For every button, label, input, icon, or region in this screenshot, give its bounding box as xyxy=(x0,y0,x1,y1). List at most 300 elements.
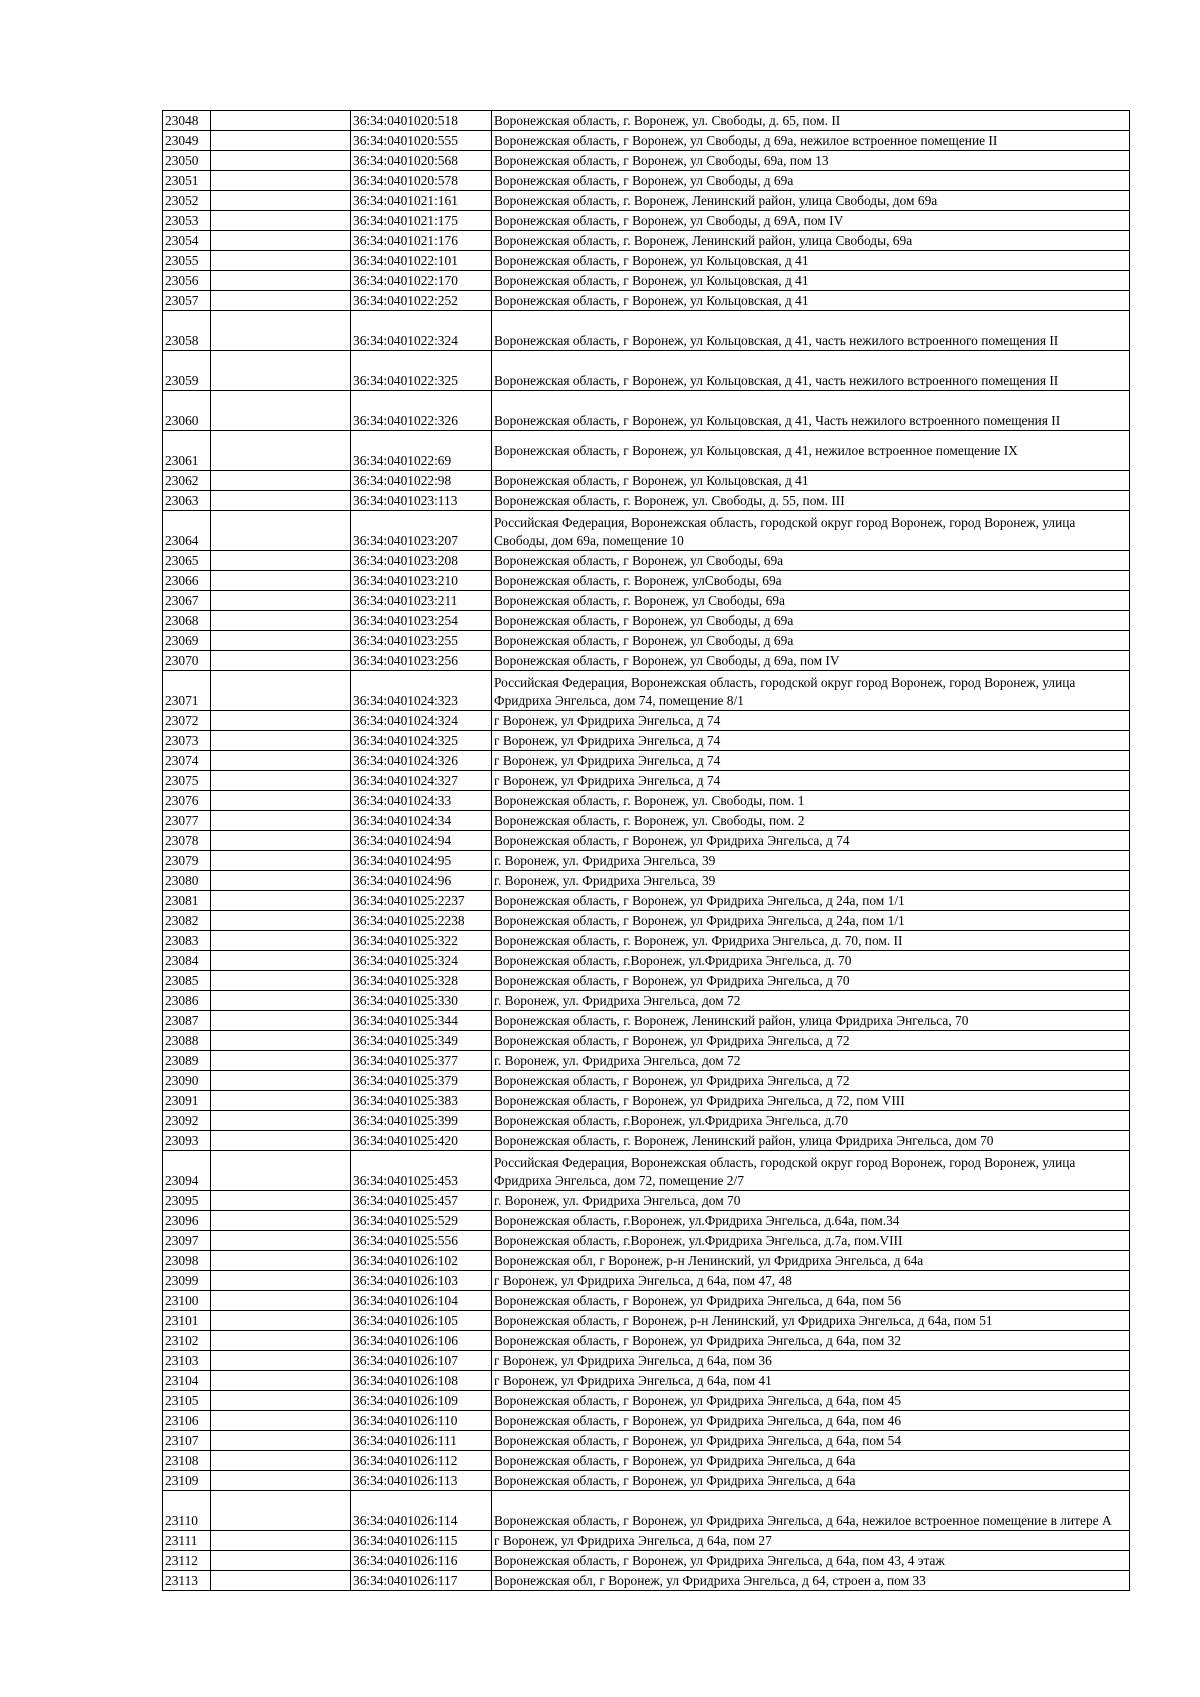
row-number-cell: 23048 xyxy=(163,111,211,131)
row-number-cell: 23069 xyxy=(163,631,211,651)
cadastral-number-cell: 36:34:0401021:175 xyxy=(351,211,492,231)
address-cell: г Воронеж, ул Фридриха Энгельса, д 64а, пом 47, 48 xyxy=(492,1271,1130,1291)
row-number-cell: 23062 xyxy=(163,471,211,491)
address-cell: г Воронеж, ул Фридриха Энгельса, д 74 xyxy=(492,731,1130,751)
table-row xyxy=(163,1131,1130,1151)
table-row xyxy=(163,471,1130,491)
cadastral-number-cell: 36:34:0401023:256 xyxy=(351,651,492,671)
table-row xyxy=(163,951,1130,971)
row-number-cell: 23081 xyxy=(163,891,211,911)
table-row xyxy=(163,551,1130,571)
cadastral-number-cell: 36:34:0401026:102 xyxy=(351,1251,492,1271)
table-row xyxy=(163,1391,1130,1411)
row-number-cell: 23103 xyxy=(163,1351,211,1371)
cadastral-number-cell: 36:34:0401022:326 xyxy=(351,391,492,431)
cadastral-number-cell: 36:34:0401022:252 xyxy=(351,291,492,311)
cadastral-number-cell: 36:34:0401026:108 xyxy=(351,1371,492,1391)
address-cell: г. Воронеж, ул. Фридриха Энгельса, 39 xyxy=(492,851,1130,871)
address-cell: Воронежская область, г Воронеж, ул Фридриха Энгельса, д 64а, пом 32 xyxy=(492,1331,1130,1351)
empty-cell xyxy=(211,791,351,811)
cadastral-number-cell: 36:34:0401025:420 xyxy=(351,1131,492,1151)
cadastral-number-cell: 36:34:0401022:324 xyxy=(351,311,492,351)
cadastral-number-cell: 36:34:0401025:399 xyxy=(351,1111,492,1131)
row-number-cell: 23078 xyxy=(163,831,211,851)
empty-cell xyxy=(211,1251,351,1271)
table-row xyxy=(163,1071,1130,1091)
table-row xyxy=(163,671,1130,711)
empty-cell xyxy=(211,171,351,191)
empty-cell xyxy=(211,1371,351,1391)
empty-cell xyxy=(211,1311,351,1331)
empty-cell xyxy=(211,831,351,851)
empty-cell xyxy=(211,551,351,571)
empty-cell xyxy=(211,231,351,251)
table-row xyxy=(163,1491,1130,1531)
row-number-cell: 23110 xyxy=(163,1491,211,1531)
row-number-cell: 23075 xyxy=(163,771,211,791)
row-number-cell: 23077 xyxy=(163,811,211,831)
row-number-cell: 23106 xyxy=(163,1411,211,1431)
row-number-cell: 23053 xyxy=(163,211,211,231)
empty-cell xyxy=(211,751,351,771)
empty-cell xyxy=(211,1351,351,1371)
empty-cell xyxy=(211,131,351,151)
empty-cell xyxy=(211,771,351,791)
address-cell: Воронежская обл, г Воронеж, ул Фридриха Энгельса, д 64, строен а, пом 33 xyxy=(492,1571,1130,1591)
row-number-cell: 23096 xyxy=(163,1211,211,1231)
address-cell: Воронежская область, г. Воронеж, Ленинский район, улица Фридриха Энгельса, 70 xyxy=(492,1011,1130,1031)
cadastral-number-cell: 36:34:0401026:110 xyxy=(351,1411,492,1431)
row-number-cell: 23088 xyxy=(163,1031,211,1051)
table-row xyxy=(163,711,1130,731)
cadastral-number-cell: 36:34:0401026:113 xyxy=(351,1471,492,1491)
row-number-cell: 23070 xyxy=(163,651,211,671)
address-cell: Воронежская область, г.Воронеж, ул.Фридриха Энгельса, д.7а, пом.VIII xyxy=(492,1231,1130,1251)
table-row xyxy=(163,1031,1130,1051)
table-row xyxy=(163,231,1130,251)
row-number-cell: 23054 xyxy=(163,231,211,251)
empty-cell xyxy=(211,1151,351,1191)
table-row xyxy=(163,511,1130,551)
cadastral-number-cell: 36:34:0401022:325 xyxy=(351,351,492,391)
empty-cell xyxy=(211,1331,351,1351)
address-cell: Воронежская область, г Воронеж, ул Фридриха Энгельса, д 64а, пом 45 xyxy=(492,1391,1130,1411)
row-number-cell: 23101 xyxy=(163,1311,211,1331)
cadastral-number-cell: 36:34:0401022:101 xyxy=(351,251,492,271)
row-number-cell: 23057 xyxy=(163,291,211,311)
empty-cell xyxy=(211,311,351,351)
address-cell: Воронежская область, г Воронеж, ул Фридриха Энгельса, д 64а, пом 54 xyxy=(492,1431,1130,1451)
empty-cell xyxy=(211,631,351,651)
address-cell: Воронежская область, г Воронеж, ул Фридриха Энгельса, д 70 xyxy=(492,971,1130,991)
empty-cell xyxy=(211,391,351,431)
address-cell: Воронежская область, г. Воронеж, ул. Свободы, пом. 1 xyxy=(492,791,1130,811)
empty-cell xyxy=(211,511,351,551)
empty-cell xyxy=(211,1531,351,1551)
empty-cell xyxy=(211,291,351,311)
cadastral-number-cell: 36:34:0401026:109 xyxy=(351,1391,492,1411)
table-row xyxy=(163,591,1130,611)
cadastral-number-cell: 36:34:0401025:328 xyxy=(351,971,492,991)
table-row xyxy=(163,871,1130,891)
table-row xyxy=(163,1451,1130,1471)
address-cell: Воронежская область, г. Воронеж, Ленинский район, улица Фридриха Энгельса, дом 70 xyxy=(492,1131,1130,1151)
table-row xyxy=(163,1311,1130,1331)
cadastral-number-cell: 36:34:0401026:117 xyxy=(351,1571,492,1591)
cadastral-number-cell: 36:34:0401025:457 xyxy=(351,1191,492,1211)
empty-cell xyxy=(211,1271,351,1291)
table-row xyxy=(163,1211,1130,1231)
empty-cell xyxy=(211,651,351,671)
address-cell: г Воронеж, ул Фридриха Энгельса, д 64а, пом 36 xyxy=(492,1351,1130,1371)
empty-cell xyxy=(211,1571,351,1591)
cadastral-number-cell: 36:34:0401025:344 xyxy=(351,1011,492,1031)
empty-cell xyxy=(211,571,351,591)
address-cell: Воронежская область, г Воронеж, ул Свободы, 69а, пом 13 xyxy=(492,151,1130,171)
address-cell: Воронежская область, г Воронеж, ул Кольцовская, д 41, нежилое встроенное помещение IX xyxy=(492,431,1130,471)
address-cell: Воронежская область, г Воронеж, ул Фридриха Энгельса, д 64а, пом 46 xyxy=(492,1411,1130,1431)
row-number-cell: 23108 xyxy=(163,1451,211,1471)
address-cell: Воронежская область, г. Воронеж, Ленинский район, улица Свободы, 69а xyxy=(492,231,1130,251)
cadastral-number-cell: 36:34:0401025:349 xyxy=(351,1031,492,1051)
row-number-cell: 23056 xyxy=(163,271,211,291)
empty-cell xyxy=(211,591,351,611)
row-number-cell: 23060 xyxy=(163,391,211,431)
table-row xyxy=(163,271,1130,291)
row-number-cell: 23113 xyxy=(163,1571,211,1591)
cadastral-number-cell: 36:34:0401026:107 xyxy=(351,1351,492,1371)
cadastral-number-cell: 36:34:0401026:116 xyxy=(351,1551,492,1571)
address-cell: Воронежская область, г Воронеж, ул Фридриха Энгельса, д 64а, пом 43, 4 этаж xyxy=(492,1551,1130,1571)
row-number-cell: 23085 xyxy=(163,971,211,991)
cadastral-number-cell: 36:34:0401026:104 xyxy=(351,1291,492,1311)
row-number-cell: 23059 xyxy=(163,351,211,391)
empty-cell xyxy=(211,951,351,971)
cadastral-number-cell: 36:34:0401026:105 xyxy=(351,1311,492,1331)
cadastral-number-cell: 36:34:0401026:115 xyxy=(351,1531,492,1551)
row-number-cell: 23066 xyxy=(163,571,211,591)
table-row xyxy=(163,351,1130,391)
address-cell: г Воронеж, ул Фридриха Энгельса, д 64а, пом 41 xyxy=(492,1371,1130,1391)
empty-cell xyxy=(211,1191,351,1211)
table-row xyxy=(163,291,1130,311)
empty-cell xyxy=(211,1091,351,1111)
empty-cell xyxy=(211,1471,351,1491)
cadastral-number-cell: 36:34:0401024:33 xyxy=(351,791,492,811)
table-row xyxy=(163,1431,1130,1451)
row-number-cell: 23058 xyxy=(163,311,211,351)
address-cell: г Воронеж, ул Фридриха Энгельса, д 74 xyxy=(492,771,1130,791)
row-number-cell: 23109 xyxy=(163,1471,211,1491)
address-cell: Воронежская область, г Воронеж, ул Кольцовская, д 41 xyxy=(492,471,1130,491)
table-row xyxy=(163,791,1130,811)
empty-cell xyxy=(211,211,351,231)
table-row xyxy=(163,571,1130,591)
row-number-cell: 23093 xyxy=(163,1131,211,1151)
row-number-cell: 23067 xyxy=(163,591,211,611)
address-cell: Воронежская область, г Воронеж, ул Фридриха Энгельса, д 74 xyxy=(492,831,1130,851)
row-number-cell: 23079 xyxy=(163,851,211,871)
empty-cell xyxy=(211,1111,351,1131)
row-number-cell: 23071 xyxy=(163,671,211,711)
cadastral-number-cell: 36:34:0401026:103 xyxy=(351,1271,492,1291)
address-cell: Воронежская область, г Воронеж, ул Фридриха Энгельса, д 72 xyxy=(492,1031,1130,1051)
address-cell: Воронежская область, г. Воронеж, ул. Свободы, пом. 2 xyxy=(492,811,1130,831)
address-cell: Воронежская обл, г Воронеж, р-н Ленинский, ул Фридриха Энгельса, д 64а xyxy=(492,1251,1130,1271)
empty-cell xyxy=(211,971,351,991)
cadastral-register-table xyxy=(162,110,1130,1591)
address-cell: Воронежская область, г Воронеж, ул Фридриха Энгельса, д 64а xyxy=(492,1471,1130,1491)
cadastral-number-cell: 36:34:0401022:69 xyxy=(351,431,492,471)
table-row xyxy=(163,1571,1130,1591)
empty-cell xyxy=(211,1291,351,1311)
address-cell: Воронежская область, г.Воронеж, ул.Фридриха Энгельса, д.64а, пом.34 xyxy=(492,1211,1130,1231)
row-number-cell: 23100 xyxy=(163,1291,211,1311)
cadastral-number-cell: 36:34:0401025:324 xyxy=(351,951,492,971)
row-number-cell: 23094 xyxy=(163,1151,211,1191)
address-cell: г. Воронеж, ул. Фридриха Энгельса, дом 72 xyxy=(492,1051,1130,1071)
empty-cell xyxy=(211,991,351,1011)
table-row xyxy=(163,811,1130,831)
address-cell: Воронежская область, г Воронеж, ул Фридриха Энгельса, д 24а, пом 1/1 xyxy=(492,911,1130,931)
row-number-cell: 23097 xyxy=(163,1231,211,1251)
table-row xyxy=(163,651,1130,671)
table-row xyxy=(163,771,1130,791)
row-number-cell: 23063 xyxy=(163,491,211,511)
table-row xyxy=(163,1111,1130,1131)
address-cell: г Воронеж, ул Фридриха Энгельса, д 74 xyxy=(492,711,1130,731)
address-cell: Воронежская область, г.Воронеж, ул.Фридриха Энгельса, д. 70 xyxy=(492,951,1130,971)
empty-cell xyxy=(211,1211,351,1231)
empty-cell xyxy=(211,711,351,731)
table-row xyxy=(163,1551,1130,1571)
address-cell: Воронежская область, г. Воронеж, улСвободы, 69а xyxy=(492,571,1130,591)
row-number-cell: 23087 xyxy=(163,1011,211,1031)
empty-cell xyxy=(211,1491,351,1531)
table-row xyxy=(163,431,1130,471)
empty-cell xyxy=(211,1411,351,1431)
cadastral-number-cell: 36:34:0401024:327 xyxy=(351,771,492,791)
row-number-cell: 23107 xyxy=(163,1431,211,1451)
cadastral-number-cell: 36:34:0401023:210 xyxy=(351,571,492,591)
empty-cell xyxy=(211,431,351,471)
address-cell: Воронежская область, г Воронеж, ул Кольцовская, д 41 xyxy=(492,291,1130,311)
row-number-cell: 23095 xyxy=(163,1191,211,1211)
address-cell: Российская Федерация, Воронежская область, городской округ город Воронеж, город Воронеж, улица Свободы, дом 69а, помещение 10 xyxy=(492,511,1130,551)
table-row xyxy=(163,1251,1130,1271)
empty-cell xyxy=(211,111,351,131)
address-cell: Воронежская область, г Воронеж, ул Свободы, д 69А, пом IV xyxy=(492,211,1130,231)
row-number-cell: 23055 xyxy=(163,251,211,271)
row-number-cell: 23084 xyxy=(163,951,211,971)
empty-cell xyxy=(211,1231,351,1251)
table-row xyxy=(163,211,1130,231)
table-row xyxy=(163,1531,1130,1551)
table-row xyxy=(163,631,1130,651)
address-cell: Воронежская область, г Воронеж, ул Свободы, д 69а, пом IV xyxy=(492,651,1130,671)
cadastral-number-cell: 36:34:0401025:556 xyxy=(351,1231,492,1251)
table-row xyxy=(163,191,1130,211)
cadastral-number-cell: 36:34:0401021:176 xyxy=(351,231,492,251)
row-number-cell: 23099 xyxy=(163,1271,211,1291)
table-row xyxy=(163,971,1130,991)
table-row xyxy=(163,1331,1130,1351)
row-number-cell: 23091 xyxy=(163,1091,211,1111)
empty-cell xyxy=(211,611,351,631)
table-row xyxy=(163,991,1130,1011)
empty-cell xyxy=(211,1071,351,1091)
table-row xyxy=(163,131,1130,151)
cadastral-number-cell: 36:34:0401025:379 xyxy=(351,1071,492,1091)
row-number-cell: 23074 xyxy=(163,751,211,771)
cadastral-number-cell: 36:34:0401024:95 xyxy=(351,851,492,871)
address-cell: Воронежская область, г Воронеж, ул Фридриха Энгельса, д 72, пом VIII xyxy=(492,1091,1130,1111)
row-number-cell: 23065 xyxy=(163,551,211,571)
cadastral-number-cell: 36:34:0401020:578 xyxy=(351,171,492,191)
table-row xyxy=(163,1091,1130,1111)
cadastral-number-cell: 36:34:0401025:453 xyxy=(351,1151,492,1191)
cadastral-number-cell: 36:34:0401023:255 xyxy=(351,631,492,651)
cadastral-number-cell: 36:34:0401024:34 xyxy=(351,811,492,831)
cadastral-number-cell: 36:34:0401024:326 xyxy=(351,751,492,771)
cadastral-number-cell: 36:34:0401026:112 xyxy=(351,1451,492,1471)
cadastral-number-cell: 36:34:0401021:161 xyxy=(351,191,492,211)
row-number-cell: 23061 xyxy=(163,431,211,471)
address-cell: г. Воронеж, ул. Фридриха Энгельса, 39 xyxy=(492,871,1130,891)
cadastral-number-cell: 36:34:0401026:114 xyxy=(351,1491,492,1531)
row-number-cell: 23076 xyxy=(163,791,211,811)
cadastral-number-cell: 36:34:0401020:568 xyxy=(351,151,492,171)
cadastral-number-cell: 36:34:0401025:2237 xyxy=(351,891,492,911)
address-cell: Воронежская область, г Воронеж, ул Кольцовская, д 41 xyxy=(492,251,1130,271)
address-cell: Российская Федерация, Воронежская область, городской округ город Воронеж, город Воронеж, улица Фридриха Энгельса, дом 74, помещение 8/1 xyxy=(492,671,1130,711)
address-cell: Воронежская область, г. Воронеж, ул. Свободы, д. 65, пом. II xyxy=(492,111,1130,131)
row-number-cell: 23050 xyxy=(163,151,211,171)
row-number-cell: 23092 xyxy=(163,1111,211,1131)
empty-cell xyxy=(211,851,351,871)
table-row xyxy=(163,1411,1130,1431)
table-row xyxy=(163,851,1130,871)
address-cell: Воронежская область, г Воронеж, ул Фридриха Энгельса, д 64а, нежилое встроенное помещение в литере А xyxy=(492,1491,1130,1531)
empty-cell xyxy=(211,491,351,511)
address-cell: Воронежская область, г. Воронеж, ул Свободы, 69а xyxy=(492,591,1130,611)
row-number-cell: 23068 xyxy=(163,611,211,631)
table-row xyxy=(163,751,1130,771)
cadastral-number-cell: 36:34:0401025:377 xyxy=(351,1051,492,1071)
row-number-cell: 23089 xyxy=(163,1051,211,1071)
address-cell: г. Воронеж, ул. Фридриха Энгельса, дом 70 xyxy=(492,1191,1130,1211)
address-cell: Воронежская область, г Воронеж, ул Фридриха Энгельса, д 64а xyxy=(492,1451,1130,1471)
row-number-cell: 23098 xyxy=(163,1251,211,1271)
empty-cell xyxy=(211,731,351,751)
table-row xyxy=(163,1471,1130,1491)
row-number-cell: 23086 xyxy=(163,991,211,1011)
address-cell: Воронежская область, г Воронеж, ул Свободы, д 69а xyxy=(492,171,1130,191)
empty-cell xyxy=(211,1551,351,1571)
cadastral-number-cell: 36:34:0401023:207 xyxy=(351,511,492,551)
cadastral-number-cell: 36:34:0401022:170 xyxy=(351,271,492,291)
empty-cell xyxy=(211,1391,351,1411)
cadastral-number-cell: 36:34:0401024:323 xyxy=(351,671,492,711)
row-number-cell: 23049 xyxy=(163,131,211,151)
empty-cell xyxy=(211,891,351,911)
cadastral-number-cell: 36:34:0401023:211 xyxy=(351,591,492,611)
row-number-cell: 23102 xyxy=(163,1331,211,1351)
cadastral-number-cell: 36:34:0401020:555 xyxy=(351,131,492,151)
empty-cell xyxy=(211,1051,351,1071)
table-row xyxy=(163,151,1130,171)
row-number-cell: 23083 xyxy=(163,931,211,951)
cadastral-number-cell: 36:34:0401024:325 xyxy=(351,731,492,751)
table-row xyxy=(163,171,1130,191)
row-number-cell: 23105 xyxy=(163,1391,211,1411)
address-cell: г. Воронеж, ул. Фридриха Энгельса, дом 72 xyxy=(492,991,1130,1011)
table-row xyxy=(163,1231,1130,1251)
address-cell: Российская Федерация, Воронежская область, городской округ город Воронеж, город Воронеж, улица Фридриха Энгельса, дом 72, помещение 2/7 xyxy=(492,1151,1130,1191)
address-cell: Воронежская область, г Воронеж, ул Фридриха Энгельса, д 64а, пом 56 xyxy=(492,1291,1130,1311)
empty-cell xyxy=(211,671,351,711)
table-row xyxy=(163,891,1130,911)
cadastral-number-cell: 36:34:0401023:113 xyxy=(351,491,492,511)
address-cell: Воронежская область, г Воронеж, ул Кольцовская, д 41, часть нежилого встроенного помещения II xyxy=(492,311,1130,351)
empty-cell xyxy=(211,811,351,831)
empty-cell xyxy=(211,1031,351,1051)
address-cell: г Воронеж, ул Фридриха Энгельса, д 64а, пом 27 xyxy=(492,1531,1130,1551)
row-number-cell: 23082 xyxy=(163,911,211,931)
table-row xyxy=(163,491,1130,511)
empty-cell xyxy=(211,471,351,491)
address-cell: Воронежская область, г Воронеж, р-н Ленинский, ул Фридриха Энгельса, д 64а, пом 51 xyxy=(492,1311,1130,1331)
cadastral-number-cell: 36:34:0401023:208 xyxy=(351,551,492,571)
empty-cell xyxy=(211,931,351,951)
cadastral-number-cell: 36:34:0401026:111 xyxy=(351,1431,492,1451)
address-cell: Воронежская область, г Воронеж, ул Фридриха Энгельса, д 24а, пом 1/1 xyxy=(492,891,1130,911)
row-number-cell: 23111 xyxy=(163,1531,211,1551)
address-cell: Воронежская область, г Воронеж, ул Свободы, д 69а, нежилое встроенное помещение II xyxy=(492,131,1130,151)
empty-cell xyxy=(211,351,351,391)
cadastral-number-cell: 36:34:0401026:106 xyxy=(351,1331,492,1351)
empty-cell xyxy=(211,871,351,891)
row-number-cell: 23090 xyxy=(163,1071,211,1091)
cadastral-number-cell: 36:34:0401025:322 xyxy=(351,931,492,951)
empty-cell xyxy=(211,911,351,931)
empty-cell xyxy=(211,271,351,291)
address-cell: Воронежская область, г. Воронеж, ул. Фридриха Энгельса, д. 70, пом. II xyxy=(492,931,1130,951)
table-row xyxy=(163,1011,1130,1031)
table-row xyxy=(163,311,1130,351)
empty-cell xyxy=(211,1451,351,1471)
cadastral-number-cell: 36:34:0401025:529 xyxy=(351,1211,492,1231)
address-cell: Воронежская область, г Воронеж, ул Кольцовская, д 41, часть нежилого встроенного помещения II xyxy=(492,351,1130,391)
address-cell: Воронежская область, г Воронеж, ул Кольцовская, д 41, Часть нежилого встроенного помещения II xyxy=(492,391,1130,431)
cadastral-number-cell: 36:34:0401023:254 xyxy=(351,611,492,631)
cadastral-number-cell: 36:34:0401022:98 xyxy=(351,471,492,491)
table-row xyxy=(163,1371,1130,1391)
table-row xyxy=(163,1271,1130,1291)
table-body xyxy=(163,111,1130,1591)
empty-cell xyxy=(211,1431,351,1451)
row-number-cell: 23051 xyxy=(163,171,211,191)
row-number-cell: 23080 xyxy=(163,871,211,891)
row-number-cell: 23064 xyxy=(163,511,211,551)
cadastral-number-cell: 36:34:0401020:518 xyxy=(351,111,492,131)
table-row xyxy=(163,731,1130,751)
row-number-cell: 23104 xyxy=(163,1371,211,1391)
table-row xyxy=(163,931,1130,951)
empty-cell xyxy=(211,191,351,211)
row-number-cell: 23072 xyxy=(163,711,211,731)
table-row xyxy=(163,1291,1130,1311)
